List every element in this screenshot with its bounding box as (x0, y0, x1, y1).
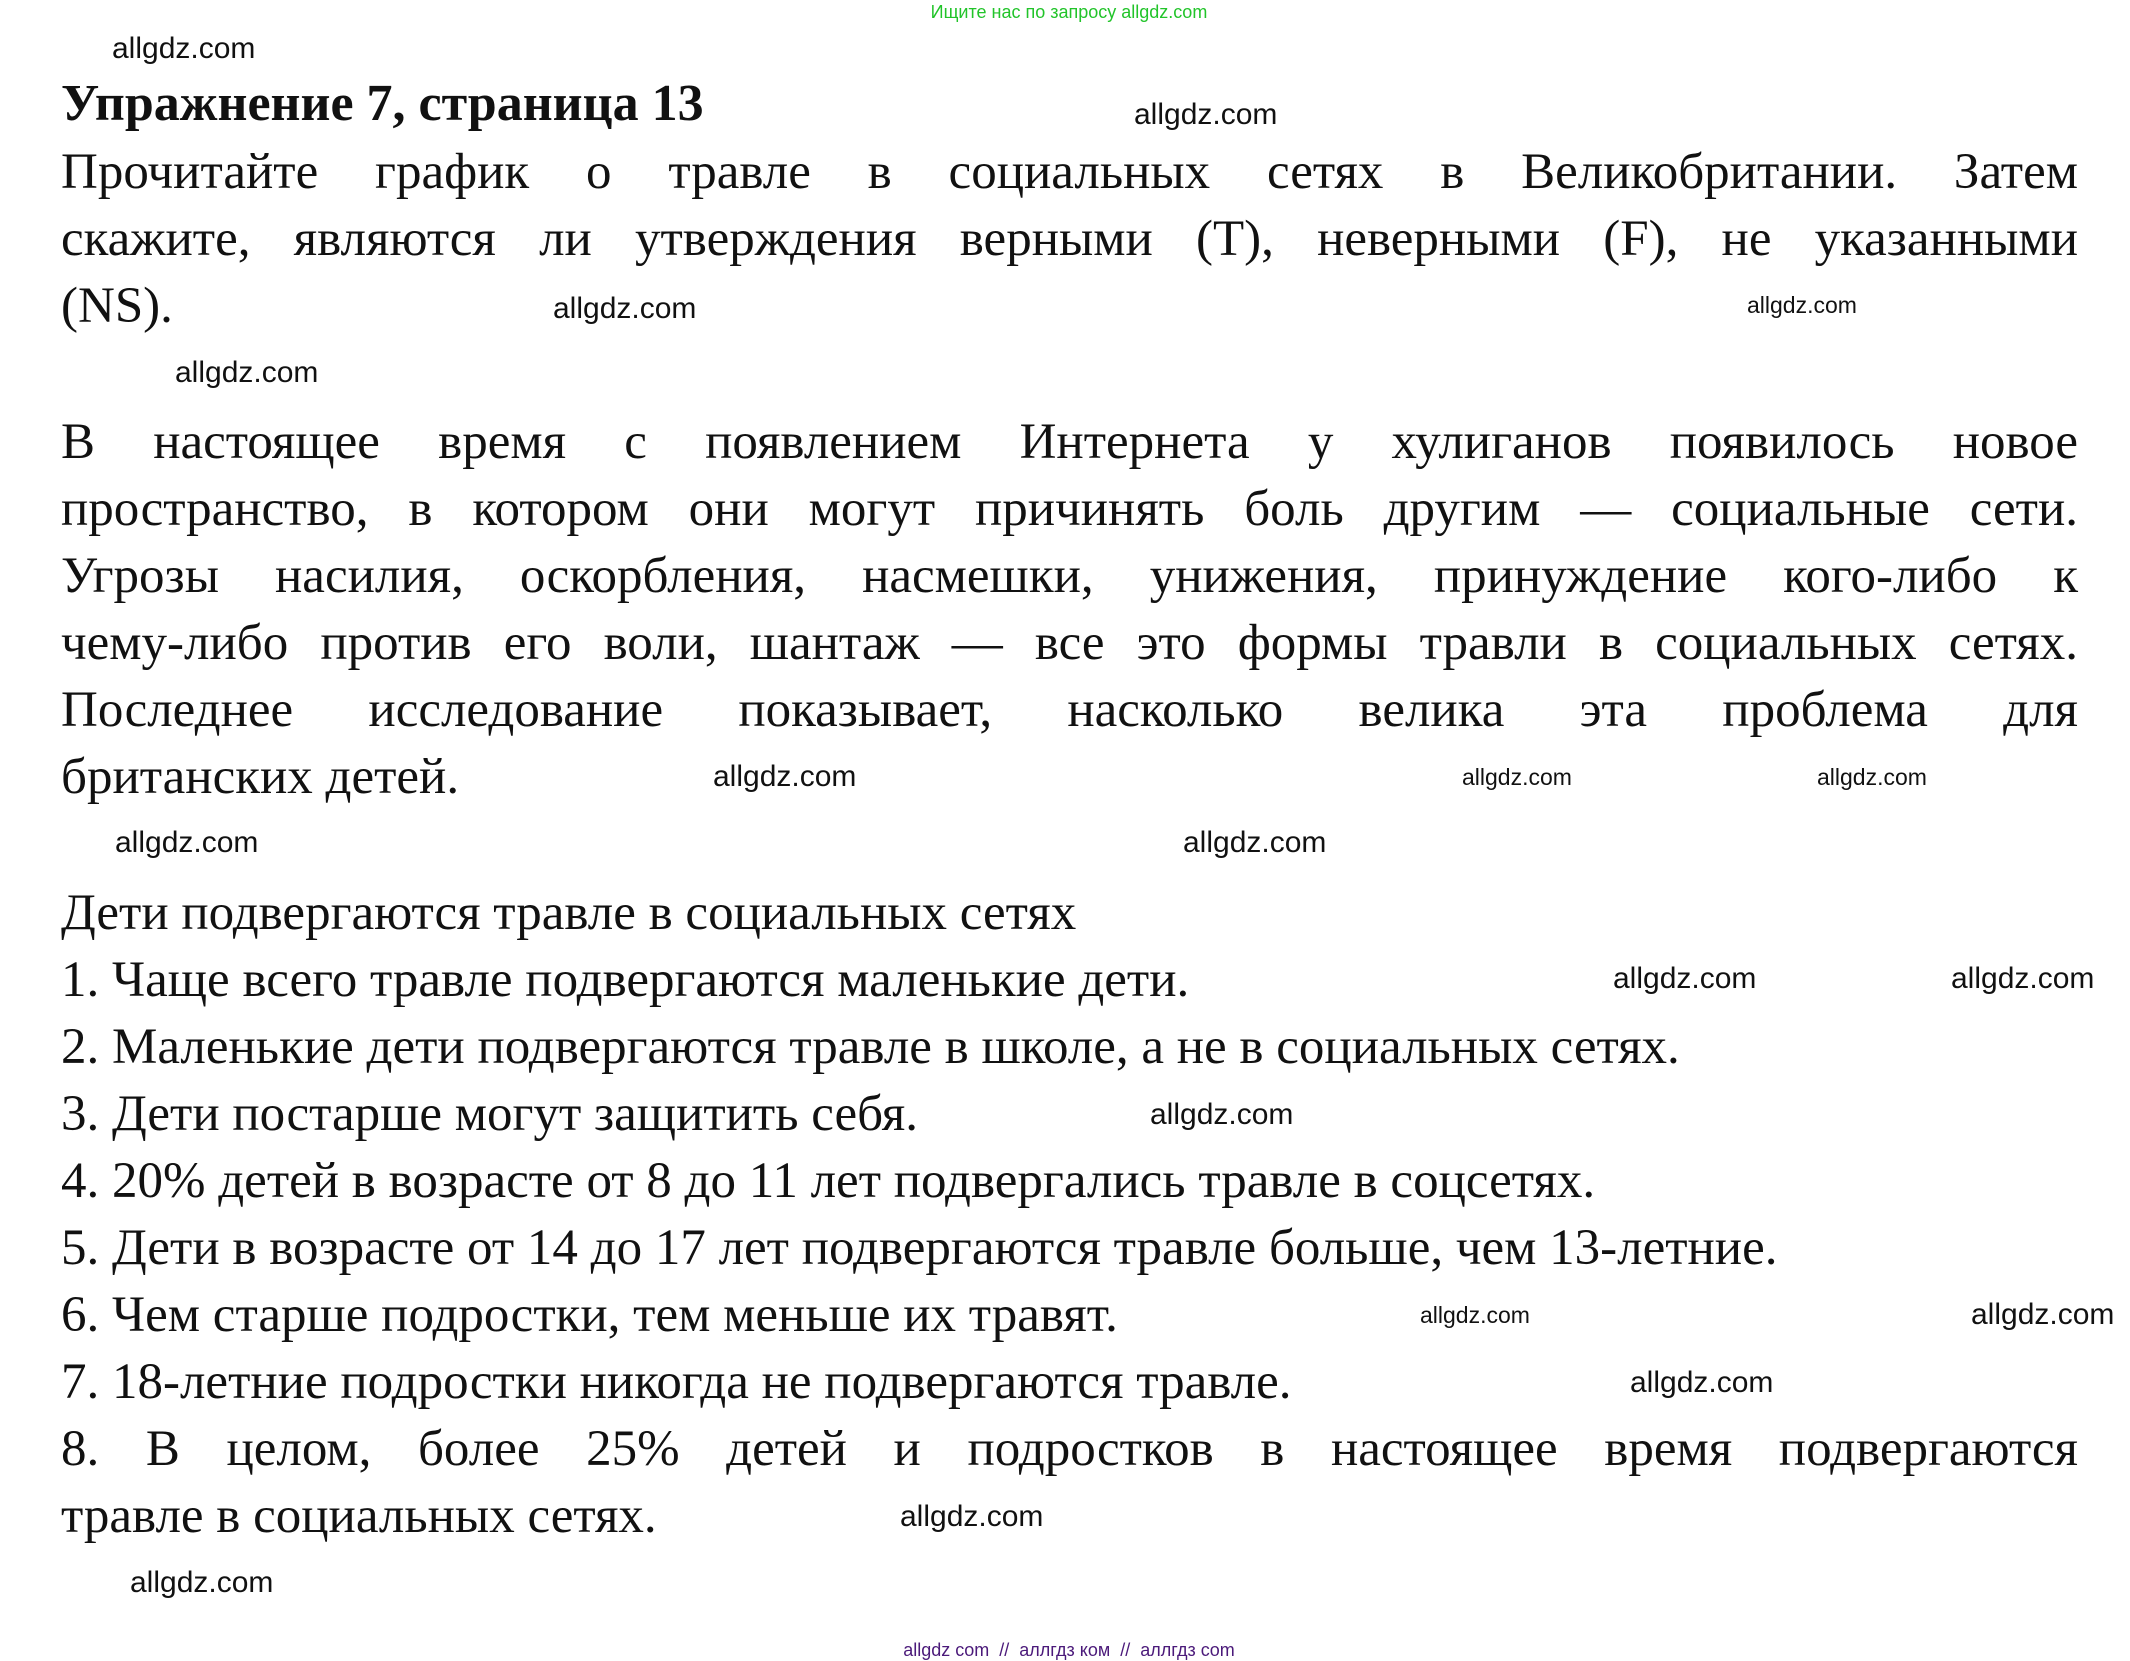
list-heading: Дети подвергаются травле в социальных сетях (61, 885, 1077, 941)
watermark: allgdz.com (553, 292, 697, 325)
watermark: allgdz.com (1150, 1098, 1294, 1131)
text-line: В настоящее время с появлением Интернета у хулиганов появилось новое (61, 414, 2078, 470)
watermark: allgdz.com (713, 760, 857, 793)
page-title: Упражнение 7, страница 13 (61, 75, 704, 132)
watermark: allgdz.com (1630, 1366, 1774, 1399)
task-line: скажите, являются ли утверждения верными (T), неверными (F), не указанными (61, 211, 2078, 267)
watermark: allgdz.com (1817, 764, 1927, 790)
watermark: allgdz.com (1971, 1298, 2115, 1331)
watermark: allgdz.com (1420, 1302, 1530, 1328)
watermark: allgdz.com (1183, 826, 1327, 859)
watermark: allgdz.com (112, 32, 256, 65)
text-line: пространство, в котором они могут причинять боль другим — социальные сети. (61, 481, 2078, 537)
text-line: Последнее исследование показывает, насколько велика эта проблема для (61, 682, 2078, 738)
statement: травле в социальных сетях. (61, 1488, 657, 1544)
watermark: allgdz.com (1462, 764, 1572, 790)
text-line: Угрозы насилия, оскорбления, насмешки, унижения, принуждение кого-либо к (61, 548, 2078, 604)
watermark: allgdz.com (900, 1500, 1044, 1533)
task-line: (NS). (61, 278, 173, 334)
statement: 4. 20% детей в возрасте от 8 до 11 лет подвергались травле в соцсетях. (61, 1153, 1596, 1209)
statement: 6. Чем старше подростки, тем меньше их травят. (61, 1287, 1118, 1343)
watermark: allgdz.com (1134, 98, 1278, 131)
task-line: Прочитайте график о травле в социальных сетях в Великобритании. Затем (61, 144, 2078, 200)
reading-text (61, 409, 2078, 811)
watermark: allgdz.com (1613, 962, 1757, 995)
watermark: allgdz.com (175, 356, 319, 389)
statement: 7. 18-летние подростки никогда не подвергаются травле. (61, 1354, 1292, 1410)
text-line: британских детей. (61, 749, 460, 805)
text-line: чему-либо против его воли, шантаж — все это формы травли в социальных сетях. (61, 615, 2078, 671)
statement: 2. Маленькие дети подвергаются травле в школе, а не в социальных сетях. (61, 1019, 1680, 1075)
statement: 1. Чаще всего травле подвергаются маленькие дети. (61, 952, 1190, 1008)
watermark: allgdz.com (115, 826, 259, 859)
statement: 8. В целом, более 25% детей и подростков в настоящее время подвергаются (61, 1421, 2078, 1477)
statement: 5. Дети в возрасте от 14 до 17 лет подвергаются травле больше, чем 13-летние. (61, 1220, 1778, 1276)
statement: 3. Дети постарше могут защитить себя. (61, 1086, 919, 1142)
watermark: allgdz.com (1951, 962, 2095, 995)
watermark: allgdz.com (1747, 292, 1857, 318)
watermark: allgdz.com (130, 1566, 274, 1599)
footer-links: allgdz com // аллгдз ком // аллгдз com (903, 1640, 1235, 1660)
search-hint-banner: Ищите нас по запросу allgdz.com (930, 2, 1208, 22)
statements-list (61, 880, 2078, 1550)
